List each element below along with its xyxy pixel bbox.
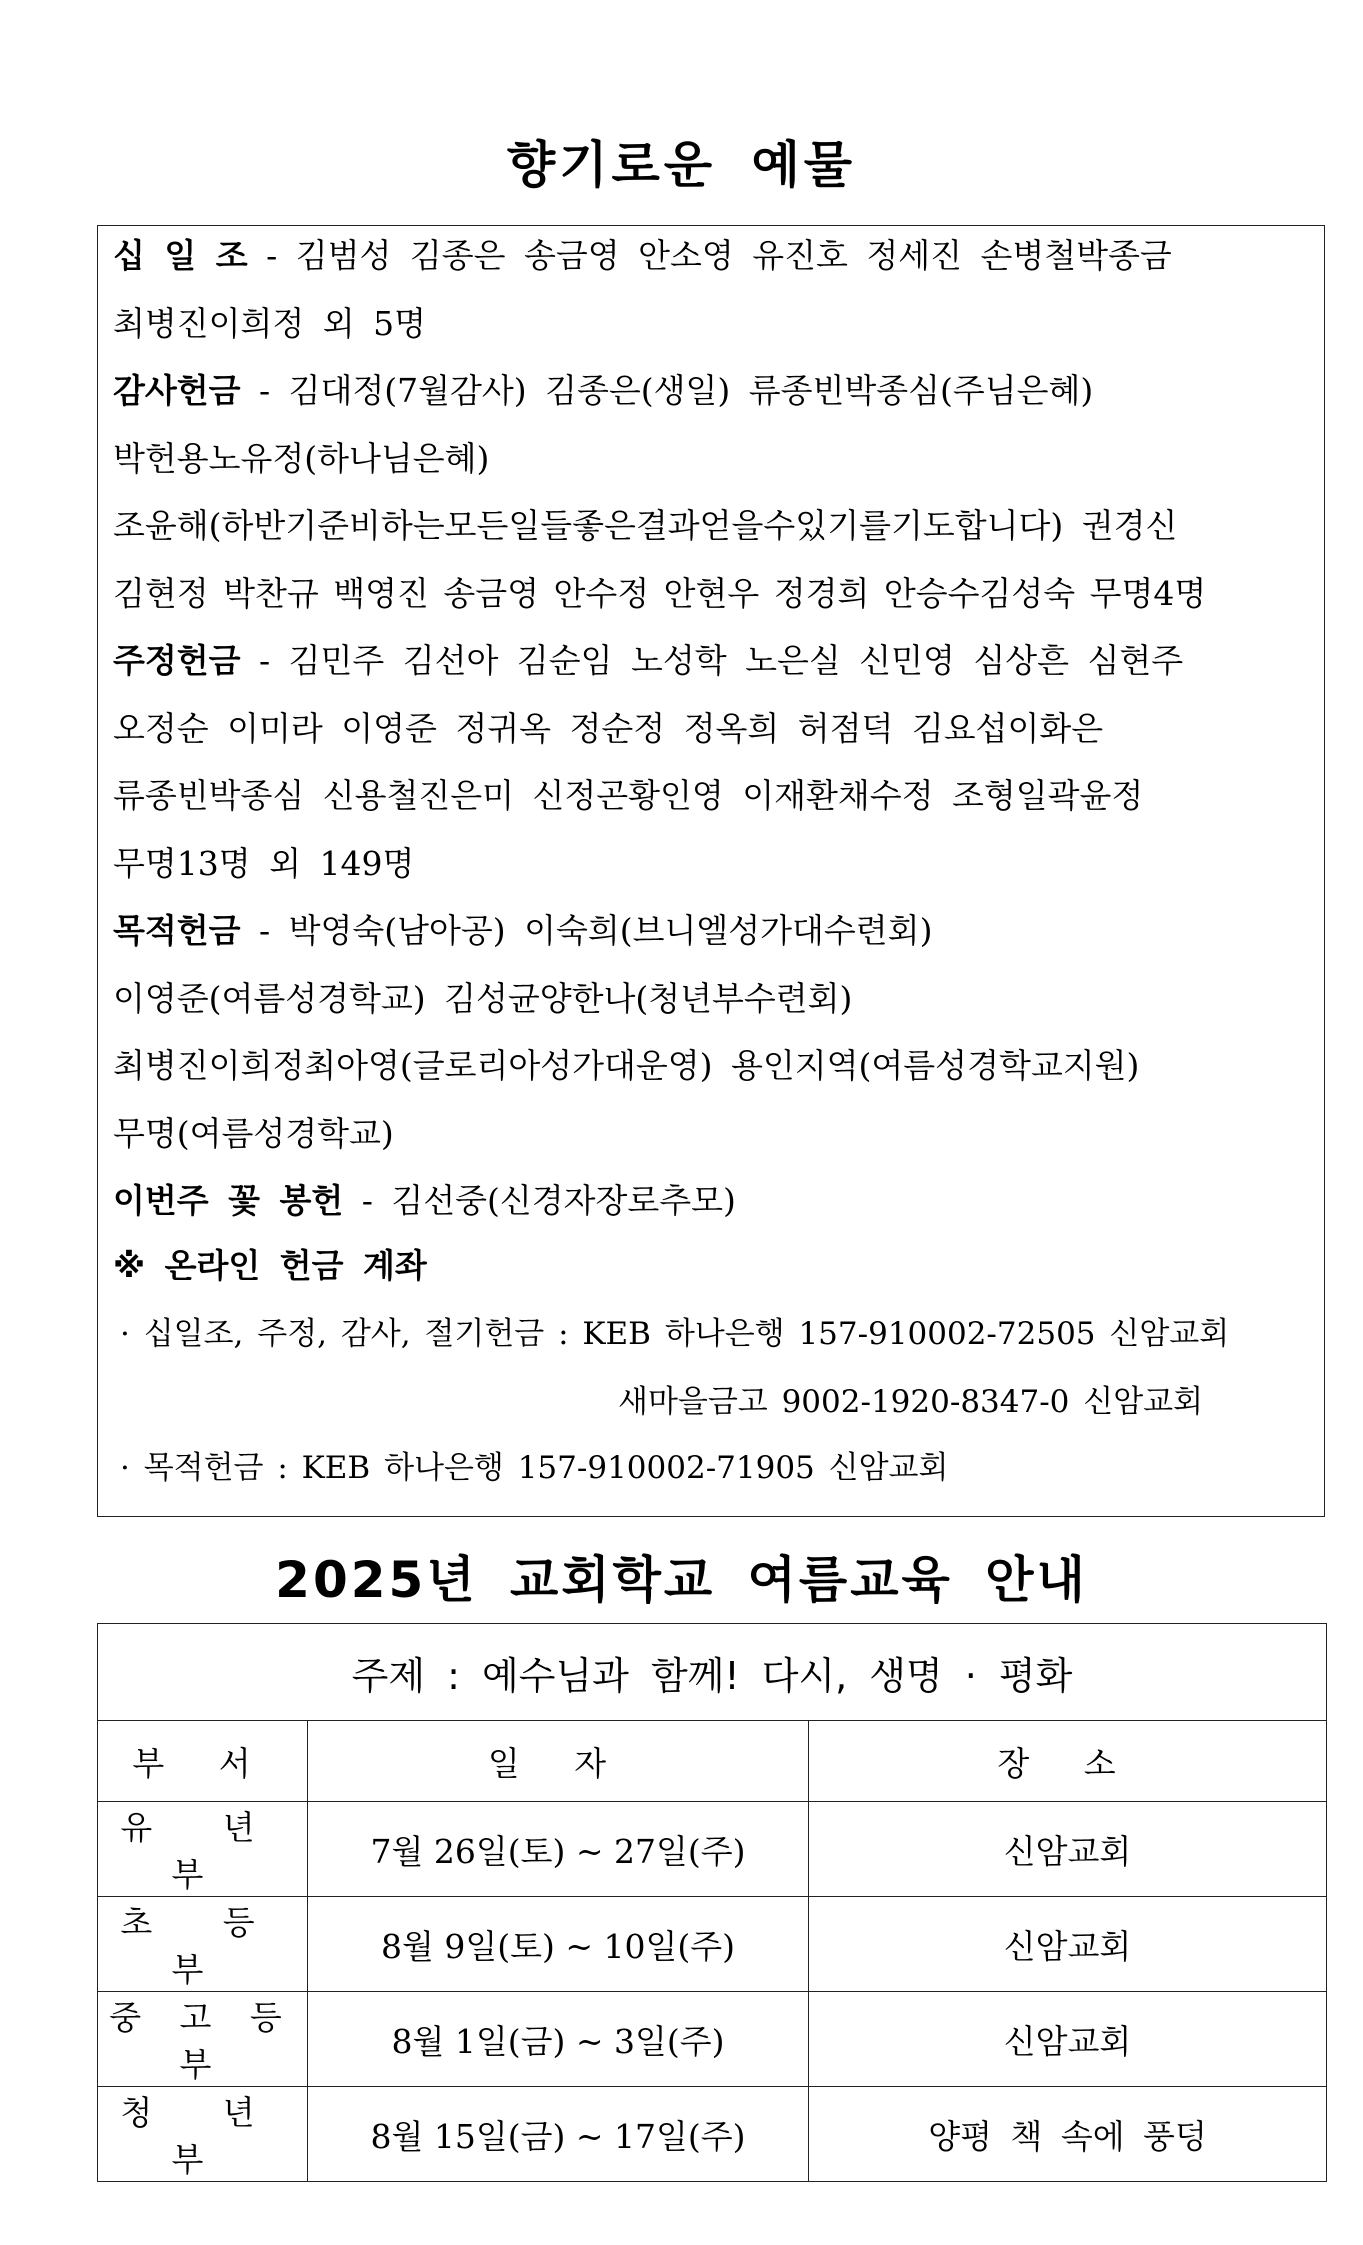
table-header-row	[98, 1721, 1327, 1802]
header-dept: 부 서	[98, 1721, 308, 1802]
category-label-tithe: 십 일 조	[113, 236, 248, 275]
category-label-flowers: 이번주 꽃 봉헌	[113, 1181, 344, 1220]
bank-account-line: · 십일조, 주정, 감사, 절기헌금 : KEB 하나은행 157-910002-72505 신암교회	[120, 1316, 1230, 1352]
education-schedule-table	[97, 1623, 1327, 2182]
offering-list-box	[97, 225, 1325, 1517]
date-cell: 8월 15일(금) ~ 17일(주)	[308, 2087, 809, 2182]
offering-title: 향기로운 예물	[506, 136, 857, 194]
theme-cell: 주제 : 예수님과 함께! 다시, 생명 · 평화	[98, 1624, 1327, 1721]
offering-line-purpose: 목적헌금 - 박영숙(남아공) 이숙희(브니엘성가대수련회)	[113, 911, 933, 950]
online-offering-heading: ※ 온라인 헌금 계좌	[113, 1246, 427, 1285]
date-cell: 8월 9일(토) ~ 10일(주)	[308, 1897, 809, 1992]
offering-line: 무명13명 외 149명	[113, 844, 415, 883]
offering-line-thanks: 감사헌금 - 김대정(7월감사) 김종은(생일) 류종빈박종심(주님은혜)	[113, 371, 1094, 410]
dept-cell: 초 등 부	[98, 1897, 308, 1992]
table-row	[98, 1992, 1327, 2087]
header-date: 일 자	[308, 1721, 809, 1802]
offering-line: 이영준(여름성경학교) 김성균양한나(청년부수련회)	[113, 979, 853, 1018]
table-row	[98, 2087, 1327, 2182]
offering-line-weekly: 주정헌금 - 김민주 김선아 김순임 노성학 노은실 신민영 심상흔 심현주	[113, 641, 1184, 680]
offering-line: 무명(여름성경학교)	[113, 1114, 394, 1153]
bank-account-line: 새마을금고 9002-1920-8347-0 신암교회	[618, 1384, 1204, 1420]
offering-line: 최병진이희정 외 5명	[113, 304, 426, 343]
table-row	[98, 1897, 1327, 1992]
offering-line: 박헌용노유정(하나님은혜)	[113, 439, 490, 478]
category-label-weekly: 주정헌금	[113, 641, 241, 680]
place-cell: 신암교회	[809, 1802, 1327, 1897]
offering-line: 조윤해(하반기준비하는모든일들좋은결과얻을수있기를기도합니다) 권경신	[113, 506, 1178, 545]
offering-line-tithe: 십 일 조 - 김범성 김종은 송금영 안소영 유진호 정세진 손병철박종금	[113, 236, 1172, 275]
place-cell: 신암교회	[809, 1897, 1327, 1992]
date-cell: 7월 26일(토) ~ 27일(주)	[308, 1802, 809, 1897]
offering-line: 오정순 이미라 이영준 정귀옥 정순정 정옥희 허점덕 김요섭이화은	[113, 709, 1104, 748]
place-cell: 양평 책 속에 풍덩	[809, 2087, 1327, 2182]
category-label-purpose: 목적헌금	[113, 911, 241, 950]
bank-account-line: · 목적헌금 : KEB 하나은행 157-910002-71905 신암교회	[120, 1450, 949, 1486]
table-row	[98, 1802, 1327, 1897]
offering-line: 류종빈박종심 신용철진은미 신정곤황인영 이재환채수정 조형일곽윤정	[113, 776, 1144, 815]
dept-cell: 유 년 부	[98, 1802, 308, 1897]
date-cell: 8월 1일(금) ~ 3일(주)	[308, 1992, 809, 2087]
place-cell: 신암교회	[809, 1992, 1327, 2087]
offering-line: 김현정 박찬규 백영진 송금영 안수정 안현우 정경희 안승수김성숙 무명4명	[113, 574, 1207, 613]
category-label-thanks: 감사헌금	[113, 371, 241, 410]
dept-cell: 중 고 등 부	[98, 1992, 308, 2087]
header-place: 장 소	[809, 1721, 1327, 1802]
offering-line-flowers: 이번주 꽃 봉헌 - 김선중(신경자장로추모)	[113, 1181, 736, 1220]
dept-cell: 청 년 부	[98, 2087, 308, 2182]
education-title: 2025년 교회학교 여름교육 안내	[275, 1551, 1088, 1609]
offering-line: 최병진이희정최아영(글로리아성가대운영) 용인지역(여름성경학교지원)	[113, 1046, 1140, 1085]
